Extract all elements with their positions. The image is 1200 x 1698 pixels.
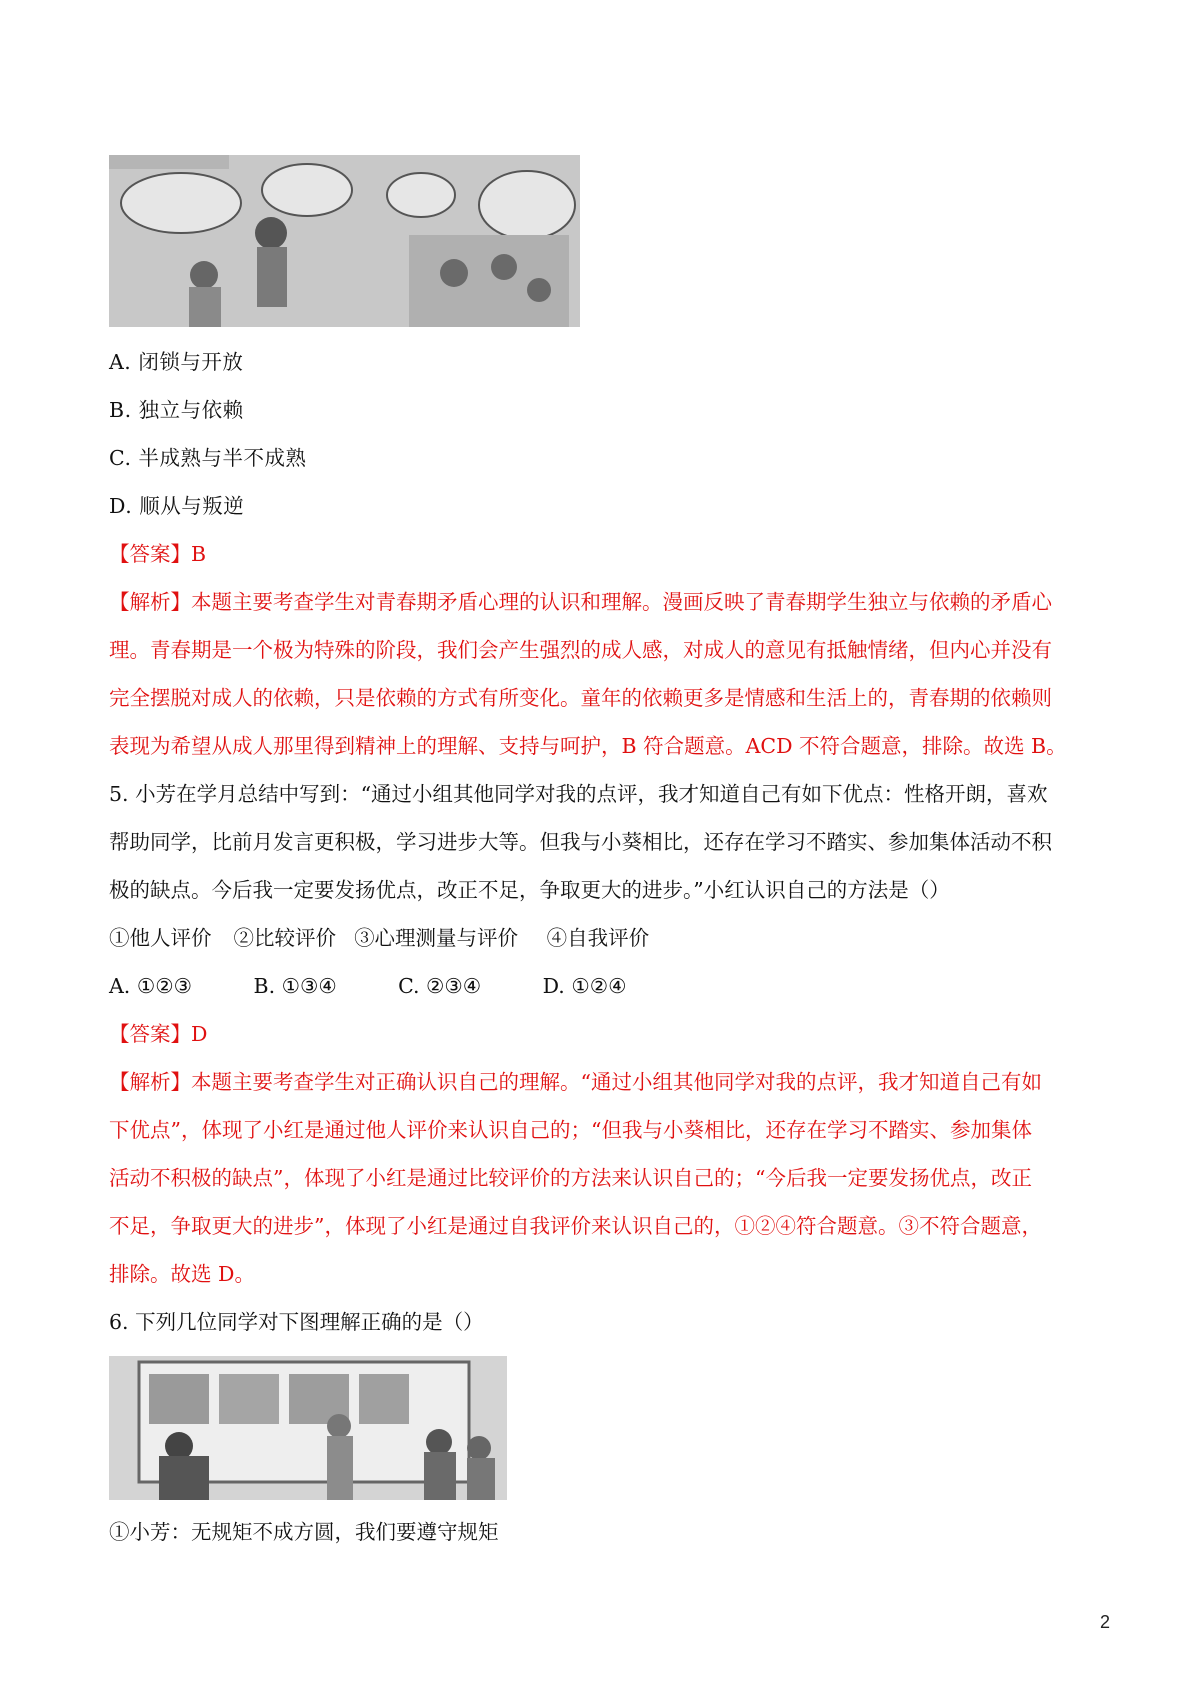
q5-options-row <box>109 972 626 1000</box>
bus-photo-illustration <box>109 1356 507 1500</box>
page-number: 2 <box>1099 1612 1110 1632</box>
q5-stem-line: 极的缺点。今后我一定要发扬优点，改正不足，争取更大的进步。”小红认识自己的方法是（） <box>109 878 950 902</box>
q5-stem-line: 帮助同学，比前月发言更积极，学习进步大等。但我与小葵相比，还存在学习不踏实、参加集体活动不积 <box>109 830 1052 854</box>
q5-analysis-line: 【解析】本题主要考查学生对正确认识自己的理解。“通过小组其他同学对我的点评，我才知道自己有如 <box>109 1070 1042 1094</box>
q4-analysis-line: 表现为希望从成人那里得到精神上的理解、支持与呵护，B 符合题意。ACD 不符合题意，排除。故选 B。 <box>109 734 1067 758</box>
q4-analysis-line: 完全摆脱对成人的依赖，只是依赖的方式有所变化。童年的依赖更多是情感和生活上的，青春期的依赖则 <box>109 686 1052 710</box>
q6-photo <box>109 1356 507 1500</box>
q5-item: ④自我评价 <box>546 926 650 950</box>
q5-option-c: C. ②③④ <box>398 974 482 998</box>
q5-stem-line: 5. 小芳在学月总结中写到：“通过小组其他同学对我的点评，我才知道自己有如下优点：性格开朗，喜欢 <box>109 782 1048 806</box>
q4-option-d: D. 顺从与叛逆 <box>109 494 245 518</box>
q4-option-a: A. 闭锁与开放 <box>109 350 244 374</box>
q5-option-a: A. ①②③ <box>109 974 192 998</box>
q5-item: ③心理测量与评价 <box>354 926 519 950</box>
q5-item: ①他人评价 <box>109 926 212 950</box>
q5-analysis-line: 排除。故选 D。 <box>109 1262 255 1286</box>
q5-analysis-line: 下优点”，体现了小红是通过他人评价来认识自己的；“但我与小葵相比，还存在学习不踏实、参加集体 <box>109 1118 1032 1142</box>
q5-option-b: B. ①③④ <box>253 974 337 998</box>
q5-answer: 【答案】D <box>109 1022 208 1046</box>
q4-analysis-line: 理。青春期是一个极为特殊的阶段，我们会产生强烈的成人感，对成人的意见有抵触情绪，但内心并没有 <box>109 638 1052 662</box>
q6-stem: 6. 下列几位同学对下图理解正确的是（） <box>109 1310 484 1334</box>
q4-option-c: C. 半成熟与半不成熟 <box>109 446 307 470</box>
q6-statement-1: ①小芳：无规矩不成方圆，我们要遵守规矩 <box>109 1520 499 1544</box>
q5-option-d: D. ①②④ <box>542 974 627 998</box>
q5-items-row <box>109 924 649 952</box>
q4-answer: 【答案】B <box>109 542 207 566</box>
q4-analysis-line: 【解析】本题主要考查学生对青春期矛盾心理的认识和理解。漫画反映了青春期学生独立与依赖的矛盾心 <box>109 590 1052 614</box>
q5-item: ②比较评价 <box>233 926 337 950</box>
cartoon-illustration <box>109 155 580 327</box>
q5-analysis-line: 不足，争取更大的进步”，体现了小红是通过自我评价来认识自己的，①②④符合题意。③不符合题意， <box>109 1214 1042 1238</box>
q5-analysis-line: 活动不积极的缺点”，体现了小红是通过比较评价的方法来认识自己的；“今后我一定要发扬优点，改正 <box>109 1166 1032 1190</box>
cartoon-image <box>109 155 580 327</box>
q4-option-b: B. 独立与依赖 <box>109 398 244 422</box>
